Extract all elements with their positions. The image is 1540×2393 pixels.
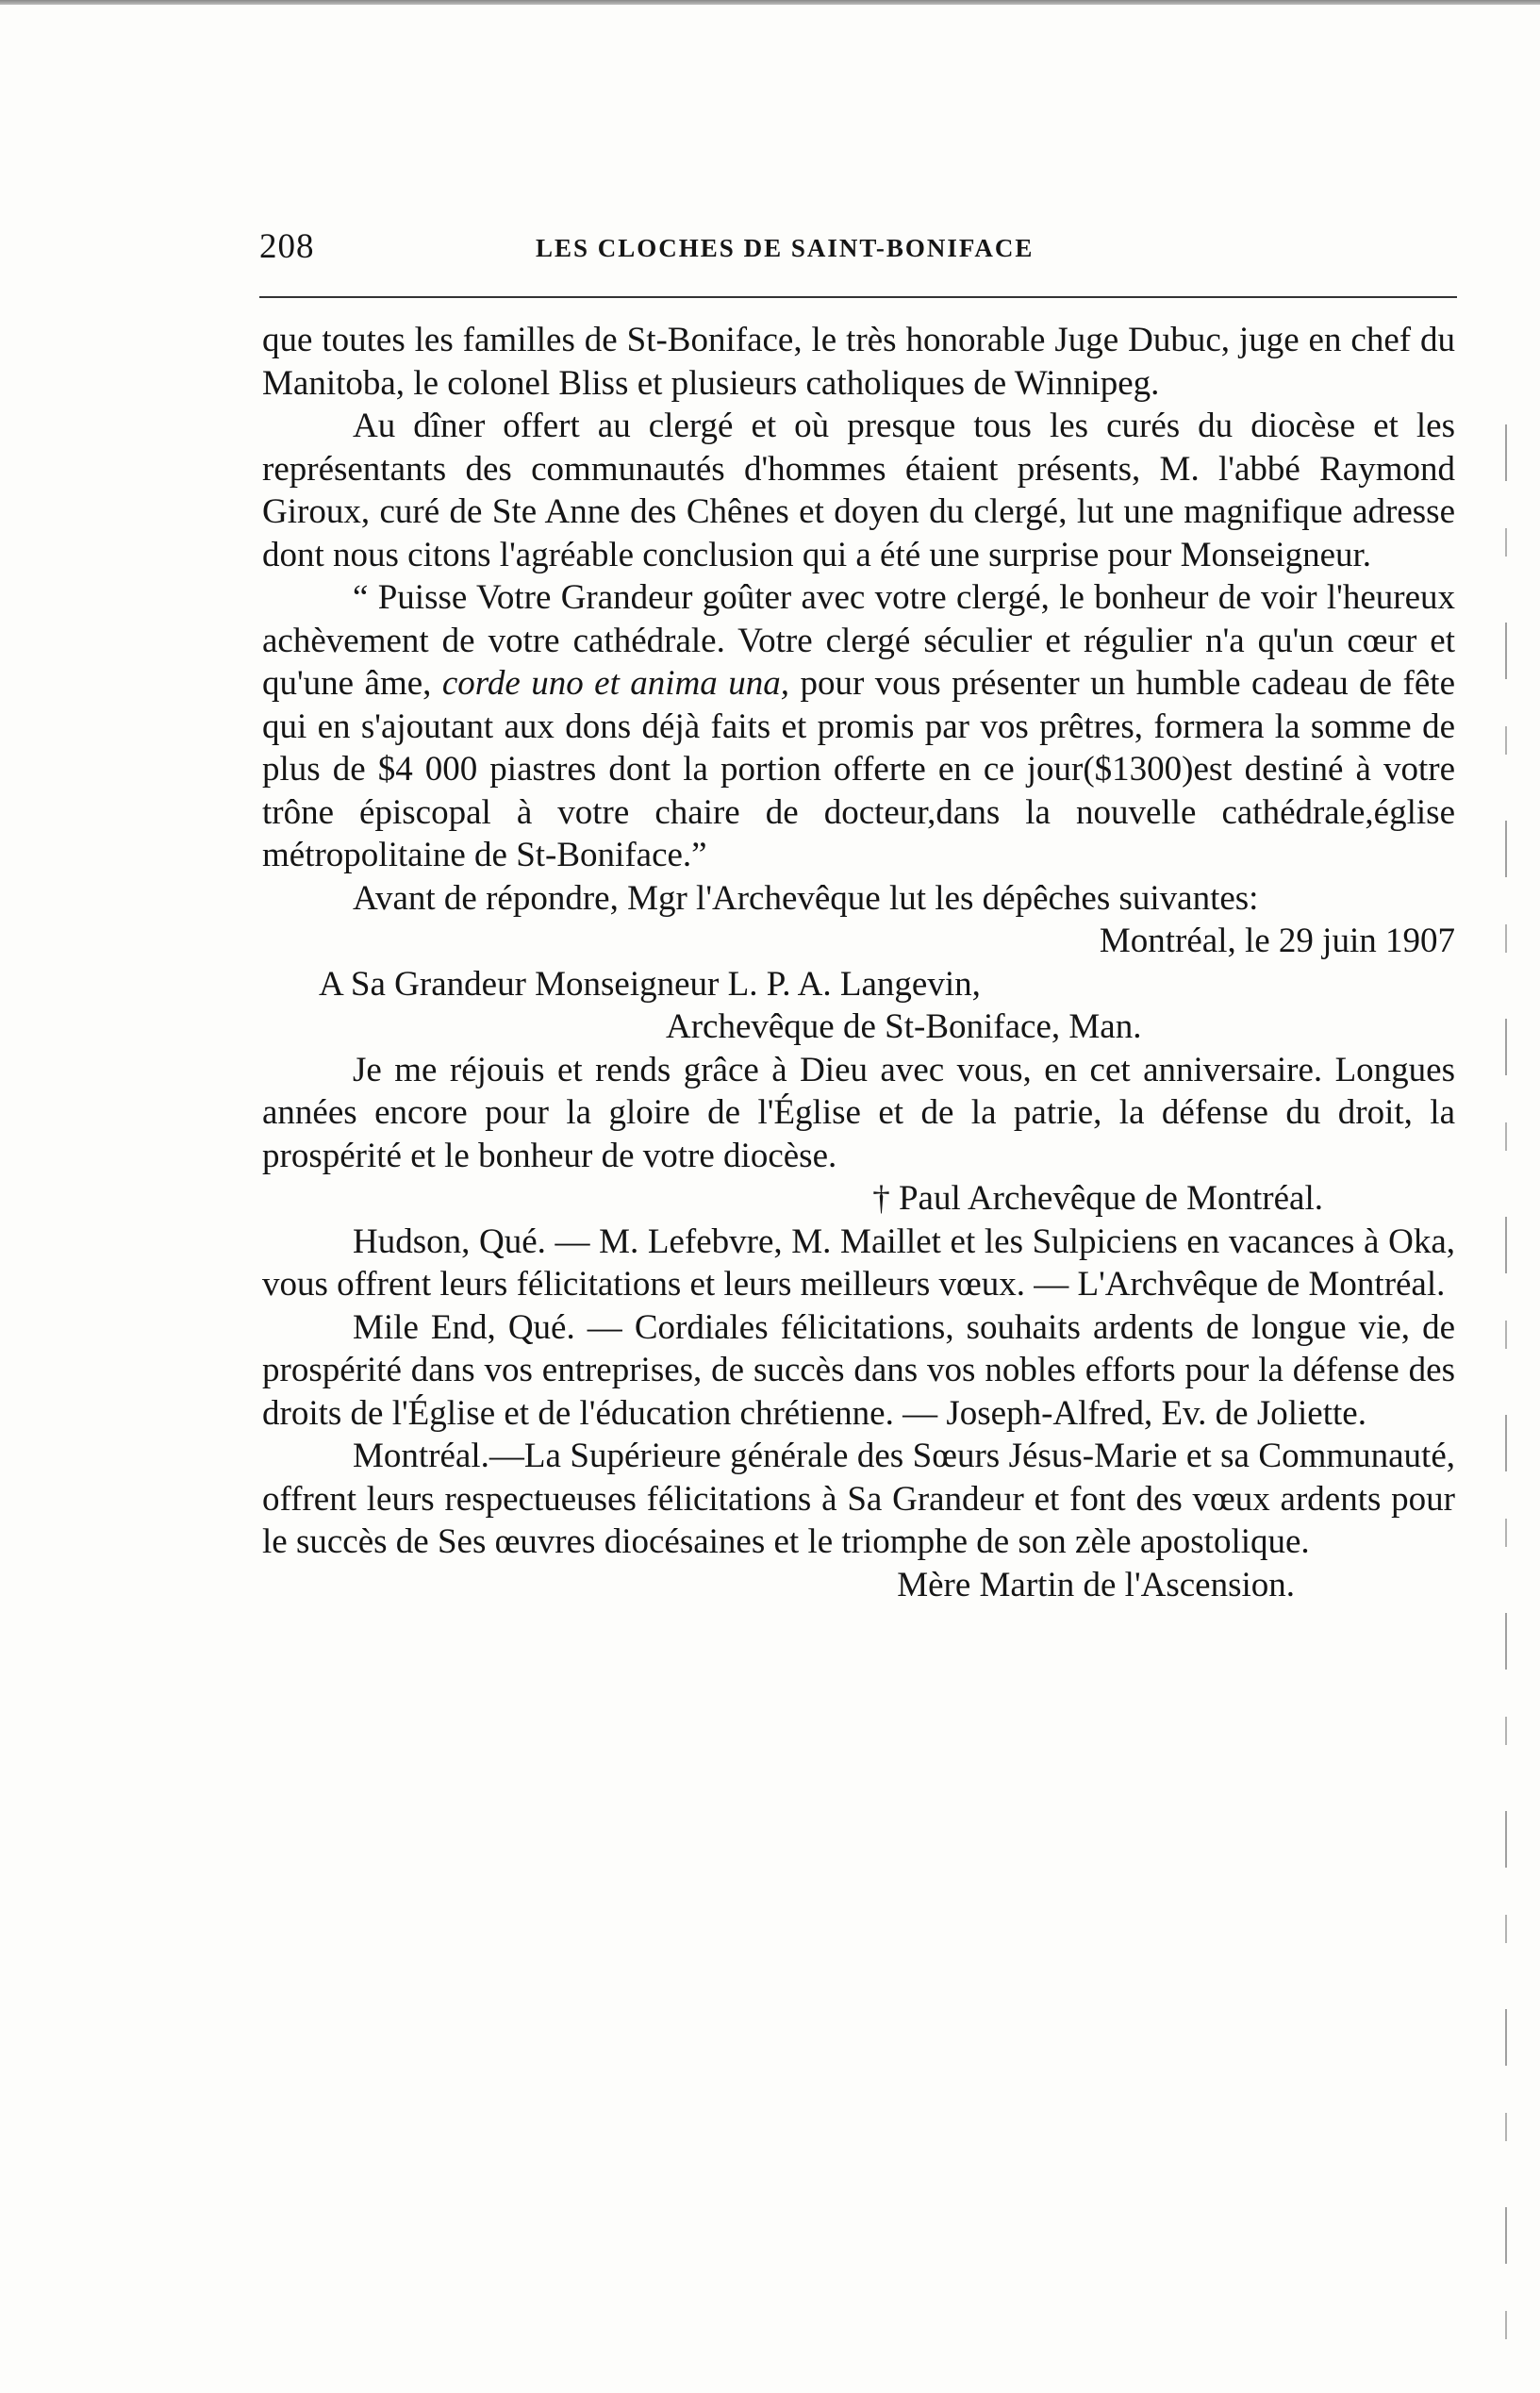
running-title: LES CLOCHES DE SAINT-BONIFACE bbox=[536, 234, 1035, 262]
paragraph-before-reply: Avant de répondre, Mgr l'Archevêque lut les dépêches suivantes: bbox=[353, 878, 1259, 918]
paragraph-dinner: Au dîner offert au clergé et où presque tous les curés du diocèse et les représentants des communautés d'hommes étaient présents, M. l'abbé Raymond Giroux, curé de Ste Anne des Chênes et doyen du clergé, lut une magnifique adresse dont nous citons l'agréable conclusion qui a été une surprise pour Monseigneur. bbox=[262, 407, 1455, 574]
address-line-1: A Sa Grandeur Monseigneur L. P. A. Langevin, bbox=[319, 964, 981, 1004]
paragraph-montreal-sisters: Montréal.—La Supérieure générale des Sœurs Jésus-Marie et sa Communauté, offrent leurs respectueuses félicitations à Sa Grandeur et font des vœux ardents pour le succès de Ses œuvres diocésaines et le triomphe de son zèle apostolique. bbox=[262, 1437, 1455, 1561]
latin-phrase: corde uno et anima una, bbox=[441, 664, 790, 703]
paragraph-telegram-1: Je me réjouis et rends grâce à Dieu avec vous, en cet anniversaire. Longues années encore pour la gloire de l'Église et de la patrie, la défense du droit, la prospérité et le bonheur de votre diocèse. bbox=[262, 1050, 1455, 1175]
page-number: 208 bbox=[259, 227, 315, 266]
top-scan-edge bbox=[0, 0, 1540, 5]
address-line-2: Archevêque de St-Boniface, Man. bbox=[666, 1007, 1142, 1046]
signature-mere-martin: Mère Martin de l'Ascension. bbox=[897, 1565, 1295, 1604]
body-text bbox=[262, 319, 1455, 1606]
paragraph-hudson: Hudson, Qué. — M. Lefebvre, M. Maillet et les Sulpiciens en vacances à Oka, vous offrent leurs félicitations et leurs meilleurs vœux. — L'Archvêque de Montréal. bbox=[262, 1221, 1455, 1304]
signature-archbishop: † Paul Archevêque de Montréal. bbox=[872, 1179, 1323, 1218]
quote-part-2: pour vous présenter un humble cadeau de fête qui en s'ajoutant aux dons déjà faits et promis par vos prêtres, formera la somme de plus de $4 000 piastres dont la portion offerte en ce jour($1300)est destiné à votre trône épiscopal à votre chaire de docteur,dans la nouvelle cathédrale,église métropolitaine de St-Boniface.” bbox=[262, 664, 1455, 874]
quote-part-1: “ Puisse Votre Grandeur goûter avec votre clergé, le bonheur de voir l'heureux achèvement de votre cathédrale. Votre clergé séculier et régulier n'a qu'un cœur et qu'une âme, bbox=[262, 578, 1455, 703]
paragraph-continuation: que toutes les familles de St-Boniface, le très honorable Juge Dubuc, juge en chef du Manitoba, le colonel Bliss et plusieurs catholiques de Winnipeg. bbox=[262, 321, 1455, 403]
right-scan-edge bbox=[1505, 424, 1507, 2368]
dateline: Montréal, le 29 juin 1907 bbox=[1099, 922, 1455, 960]
header-rule bbox=[259, 296, 1457, 298]
paragraph-quote bbox=[262, 576, 1455, 877]
page-header bbox=[259, 226, 1457, 283]
paragraph-mile-end: Mile End, Qué. — Cordiales félicitations, souhaits ardents de longue vie, de prospérité dans vos entreprises, de succès dans vos nobles efforts pour la défense des droits de l'Église et de l'éducation chrétienne. — Joseph-Alfred, Ev. de Joliette. bbox=[262, 1307, 1455, 1433]
